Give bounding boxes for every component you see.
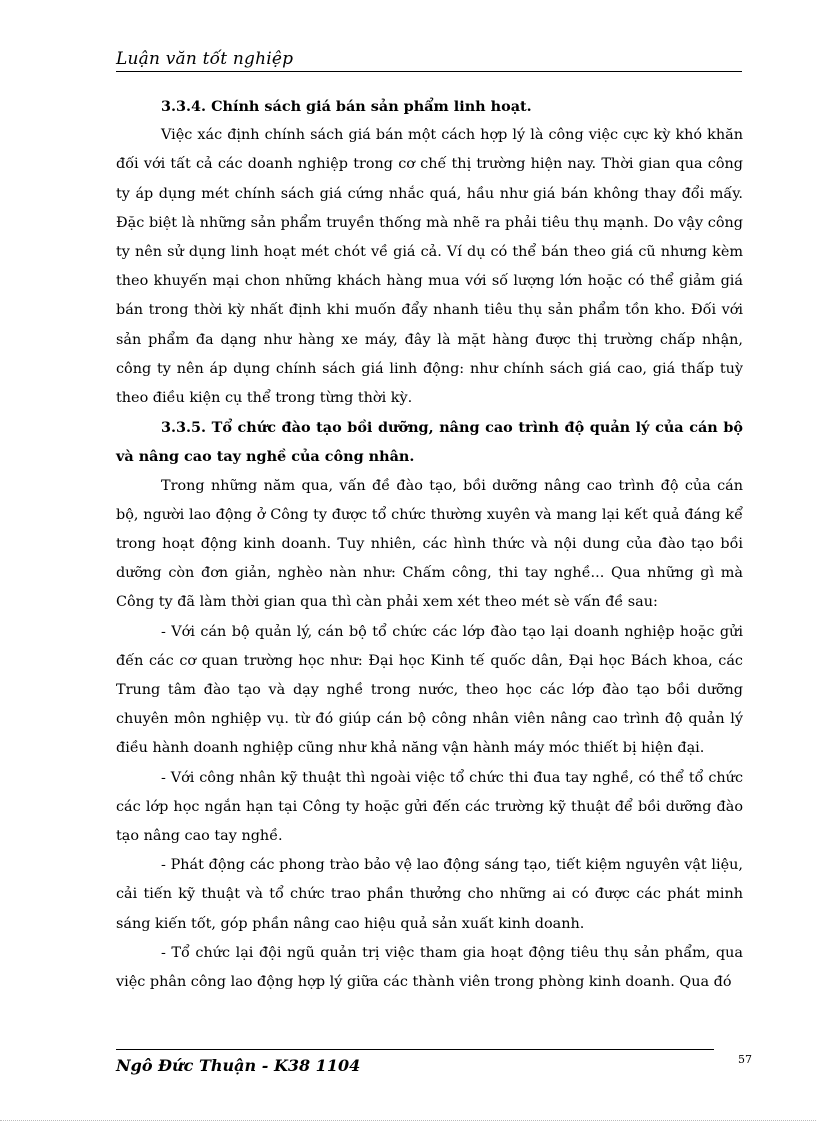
page-edge-divider bbox=[0, 1120, 816, 1121]
section-heading: 3.3.5. Tổ chức đào tạo bồi dưỡng, nâng cao trình độ quản lý của cán bộ và nâng cao tay nghề của công nhân. bbox=[116, 419, 743, 466]
body-paragraph: - Với cán bộ quản lý, cán bộ tổ chức các lớp đào tạo lại doanh nghiệp hoặc gửi đến các cơ quan trường học như: Đại học Kinh tế quốc dân, Đại học Bách khoa, các Trung tâm đào tạo và dạy nghề trong nước, theo học các lớp đào tạo bồi dưỡng chuyên môn nghiệp vụ. từ đó giúp cán bộ công nhân viên nâng cao trình độ quản lý điều hành doanh nghiệp cũng như khả năng vận hành máy móc thiết bị hiện đại. bbox=[116, 623, 743, 757]
body-paragraph: Việc xác định chính sách giá bán một cách hợp lý là công việc cực kỳ khó khăn đối với tất cả các doanh nghiệp trong cơ chế thị trường hiện nay. Thời gian qua công ty áp dụng mét chính sách giá cứng nhắc quá, hầu như giá bán không thay đổi mấy. Đặc biệt là những sản phẩm truyền thống mà nhẽ ra phải tiêu thụ mạnh. Do vậy công ty nên sử dụng linh hoạt mét chót về giá cả. Ví dụ có thể bán theo giá cũ nhưng kèm theo khuyến mại chon những khách hàng mua với số lượng lớn hoặc có thể giảm giá bán trong thời kỳ nhất định khi muốn đẩy nhanh tiêu thụ sản phẩm tồn kho. Đối với sản phẩm đa dạng như hàng xe máy, đây là mặt hàng được thị trường chấp nhận, công ty nên áp dụng chính sách giá linh động: như chính sách giá cao, giá thấp tuỳ theo điều kiện cụ thể trong từng thời kỳ. bbox=[116, 127, 743, 407]
body-paragraph: Trong những năm qua, vấn đề đào tạo, bồi dưỡng nâng cao trình độ của cán bộ, người lao động ở Công ty được tổ chức thường xuyên và mang lại kết quả đáng kể trong hoạt động kinh doanh. Tuy nhiên, các hình thức và nội dung của đào tạo bồi dưỡng còn đơn giản, nghèo nàn như: Chấm công, thi tay nghề... Qua những gì mà Công ty đã làm thời gian qua thì càn phải xem xét theo mét sè vấn đề sau: bbox=[116, 477, 743, 611]
footer-rule bbox=[116, 1049, 714, 1050]
document-header-title: Luận văn tốt nghiệp bbox=[116, 49, 294, 69]
body-paragraph: - Phát động các phong trào bảo vệ lao động sáng tạo, tiết kiệm nguyên vật liệu, cải tiến kỹ thuật và tổ chức trao phần thưởng cho những ai có được các phát minh sáng kiến tốt, góp phần nâng cao hiệu quả sản xuất kinh doanh. bbox=[116, 857, 743, 932]
footer-author: Ngô Đức Thuận - K38 1104 bbox=[116, 1056, 361, 1075]
header-rule bbox=[116, 71, 742, 72]
body-paragraph: - Tổ chức lại đội ngũ quản trị việc tham gia hoạt động tiêu thụ sản phẩm, qua việc phân công lao động hợp lý giữa các thành viên trong phòng kinh doanh. Qua đó bbox=[116, 944, 743, 991]
page-number: 57 bbox=[738, 1053, 752, 1066]
section-heading: 3.3.4. Chính sách giá bán sản phẩm linh hoạt. bbox=[161, 98, 532, 115]
document-body bbox=[116, 92, 743, 997]
body-paragraph: - Với công nhân kỹ thuật thì ngoài việc tổ chức thi đua tay nghề, có thể tổ chức các lớp học ngắn hạn tại Công ty hoặc gửi đến các trường kỹ thuật để bồi dưỡng đào tạo nâng cao tay nghề. bbox=[116, 769, 743, 845]
